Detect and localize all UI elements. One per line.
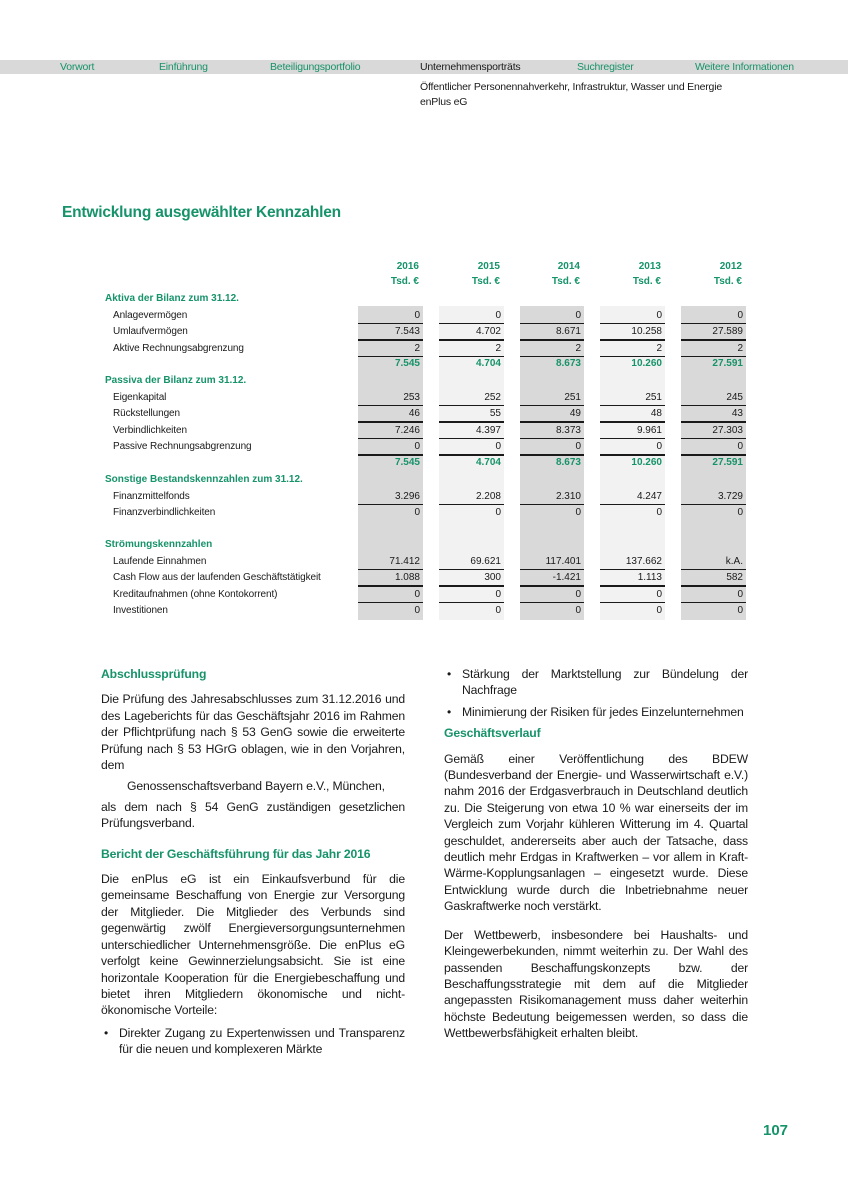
table-cell: -1.421 — [552, 572, 581, 584]
nav-link-suchregister[interactable]: Suchregister — [577, 61, 634, 73]
row-divider — [520, 356, 584, 358]
row-divider — [600, 602, 665, 604]
table-cell: 10.258 — [631, 326, 662, 338]
table-cell: 0 — [656, 507, 662, 519]
row-label: Passive Rechnungsabgrenzung — [113, 441, 252, 453]
total-cell: 10.260 — [631, 457, 662, 468]
column-year-2015: 2015 — [477, 261, 500, 272]
row-label: Finanzmittelfonds — [113, 490, 190, 502]
row-divider — [520, 438, 584, 440]
row-divider — [600, 504, 665, 506]
section-title: Sonstige Bestandskennzahlen zum 31.12. — [105, 474, 303, 485]
list-item: • Minimierung der Risiken für jedes Einzelunternehmen — [444, 704, 748, 720]
table-cell: 2.208 — [475, 490, 501, 502]
row-divider — [681, 569, 746, 571]
row-label: Verbindlichkeiten — [113, 424, 187, 436]
table-cell: 0 — [495, 441, 501, 453]
total-cell: 27.591 — [712, 358, 743, 370]
column-year-2013: 2013 — [638, 261, 661, 272]
row-divider — [358, 504, 423, 506]
table-cell: 0 — [575, 588, 581, 600]
table-cell: 245 — [726, 391, 743, 403]
table-cell: 71.412 — [389, 555, 420, 567]
table-cell: 0 — [414, 605, 420, 617]
column-year-2016: 2016 — [396, 261, 419, 272]
table-cell: 0 — [495, 588, 501, 600]
row-label: Investitionen — [113, 605, 168, 617]
table-cell: 0 — [737, 309, 743, 321]
paragraph-abschluss-verband: Genossenschaftsverband Bayern e.V., München, — [127, 779, 385, 794]
right-text-column — [444, 666, 748, 1051]
row-divider — [358, 421, 423, 423]
heading-abschlusspruefung: Abschlussprüfung — [101, 667, 207, 681]
table-cell: k.A. — [725, 555, 743, 567]
row-divider — [520, 405, 584, 407]
row-divider — [439, 569, 504, 571]
table-cell: 252 — [484, 391, 501, 403]
column-unit-2013: Tsd. € — [632, 276, 661, 287]
table-cell: 117.401 — [545, 555, 581, 567]
nav-link-vorwort[interactable]: Vorwort — [60, 61, 95, 73]
row-divider — [439, 602, 504, 604]
row-divider — [600, 569, 665, 571]
total-cell: 8.673 — [555, 457, 581, 468]
nav-link-einfuehrung[interactable]: Einführung — [159, 61, 208, 73]
table-cell: 0 — [495, 309, 501, 321]
row-label: Laufende Einnahmen — [113, 555, 207, 567]
row-divider — [358, 585, 423, 587]
table-cell: 9.961 — [636, 424, 662, 436]
row-divider — [358, 569, 423, 571]
paragraph-verlauf-2: Der Wettbewerb, insbesondere bei Haushalts- und Kleingewerbekunden, nimmt weiterhin zu. Der Wahl des passenden Beschaffungskonzepts bzw. der Beschaffungsstrategie mit dem auf die Mitglieder angepassten Risikomanagement muss daher weiterhin höchste Bedeutung beigemessen werden, so dass die Wettbewerbsfähigkeit erhalten bleibt. — [444, 927, 748, 1041]
table-cell: 137.662 — [625, 555, 662, 567]
column-unit-2014: Tsd. € — [551, 276, 580, 287]
table-cell: 8.671 — [555, 326, 581, 338]
row-divider — [520, 585, 584, 587]
table-cell: 2 — [575, 342, 581, 354]
row-label: Finanzverbindlichkeiten — [113, 507, 216, 519]
column-year-2012: 2012 — [719, 261, 742, 272]
row-divider — [681, 405, 746, 407]
row-divider — [600, 356, 665, 358]
row-divider — [681, 421, 746, 423]
row-divider — [681, 356, 746, 358]
section-title: Strömungskennzahlen — [105, 539, 213, 550]
vorteile-list-continued — [444, 666, 748, 720]
table-cell: 0 — [656, 605, 662, 617]
table-cell: 3.729 — [717, 490, 743, 502]
row-label: Umlaufvermögen — [113, 326, 188, 338]
column-unit-2012: Tsd. € — [713, 276, 742, 287]
table-cell: 0 — [414, 507, 420, 519]
row-divider — [681, 339, 746, 341]
paragraph-bericht: Die enPlus eG ist ein Einkaufsverbund für die gemeinsame Beschaffung von Energie zur Versorgung der Mitglieder. Die Mitglieder des Verbunds sind gegenwärtig zwölf Energieversorgungsunternehmen unterschiedlicher Unternehmensgröße. Die enPlus eG verfolgt keine Gewinnerzielungsabsicht. Sie ist eine horizontale Kooperation für die Energiebeschaffung und bietet ihren Mitgliedern ökonomische und nicht-ökonomische Vorteile: — [101, 872, 405, 1018]
row-label: Anlagevermögen — [113, 309, 188, 321]
table-cell: 27.589 — [712, 326, 743, 338]
table-cell: 2 — [656, 342, 662, 354]
table-cell: 0 — [414, 441, 420, 453]
section-title: Passiva der Bilanz zum 31.12. — [105, 375, 247, 386]
row-divider — [600, 585, 665, 587]
table-cell: 0 — [575, 309, 581, 321]
nav-link-beteiligungsportfolio[interactable]: Beteiligungsportfolio — [270, 61, 361, 73]
row-divider — [439, 323, 504, 325]
row-divider — [681, 438, 746, 440]
column-year-2014: 2014 — [557, 261, 580, 272]
table-cell: 55 — [489, 408, 501, 420]
row-label: Cash Flow aus der laufenden Geschäftstätigkeit — [113, 572, 321, 584]
table-cell: 27.303 — [712, 424, 743, 436]
row-divider — [600, 323, 665, 325]
row-divider — [439, 421, 504, 423]
row-divider — [358, 438, 423, 440]
table-cell: 0 — [414, 588, 420, 600]
table-cell: 0 — [656, 588, 662, 600]
row-divider — [681, 504, 746, 506]
row-divider — [439, 585, 504, 587]
table-cell: 0 — [737, 588, 743, 600]
column-unit-2015: Tsd. € — [471, 276, 500, 287]
left-text-column — [101, 666, 405, 1064]
heading-geschaeftsverlauf: Geschäftsverlauf — [444, 726, 541, 741]
section-title: Aktiva der Bilanz zum 31.12. — [105, 293, 239, 304]
column-unit-2016: Tsd. € — [390, 276, 419, 287]
table-cell: 0 — [656, 309, 662, 321]
paragraph-abschluss-1: Die Prüfung des Jahresabschlusses zum 31.12.2016 und des Lageberichts für das Geschäftsjahr 2016 im Rahmen der Pflichtprüfung nach § 53 GenG sowie die erweiterte Prüfung nach § 53 HGrG oblagen, wie in den Vorjahren, dem — [101, 692, 405, 773]
nav-link-weitere-informationen[interactable]: Weitere Informationen — [695, 61, 794, 73]
row-divider — [439, 356, 504, 358]
total-cell: 8.673 — [555, 358, 581, 370]
table-cell: 1.088 — [394, 572, 420, 584]
table-cell: 251 — [645, 391, 662, 403]
row-divider — [439, 339, 504, 341]
paragraph-abschluss-2: als dem nach § 54 GenG zuständigen gesetzlichen Prüfungsverband. — [101, 799, 405, 831]
row-label: Rückstellungen — [113, 408, 180, 420]
table-cell: 2 — [495, 342, 501, 354]
table-cell: 300 — [484, 572, 501, 584]
row-divider — [681, 585, 746, 587]
table-cell: 4.247 — [636, 490, 662, 502]
row-divider — [681, 602, 746, 604]
page-title: Entwicklung ausgewählter Kennzahlen — [62, 204, 341, 221]
table-cell: 0 — [737, 441, 743, 453]
table-cell: 46 — [408, 408, 420, 420]
row-label: Kreditaufnahmen (ohne Kontokorrent) — [113, 588, 278, 600]
row-divider — [600, 339, 665, 341]
breadcrumb-company: enPlus eG — [420, 96, 468, 108]
row-divider — [358, 602, 423, 604]
total-cell: 7.545 — [394, 457, 420, 468]
row-divider — [439, 438, 504, 440]
paragraph-verlauf-1: Gemäß einer Veröffentlichung des BDEW (Bundesverband der Energie- und Wasserwirtschaft e.V.) nahm 2016 der Erdgasverbrauch in Deutschland deutlich zu. Die Steigerung von etwa 10 % war einerseits der im Vergleich zum Vorjahr kühleren Witterung im 4. Quartal geschuldet, andererseits aber auch der Tatsache, dass deutlich mehr Erdgas in Kraftwerken – vor allem in Kraft-Wärme-Kopplungsanlagen – eingesetzt wurde. Diese Entwicklung wurde durch die Inbetriebnahme neuer Gaskraftwerke noch verstärkt. — [444, 751, 748, 914]
row-divider — [358, 405, 423, 407]
total-cell: 4.704 — [475, 358, 501, 370]
table-cell: 0 — [575, 507, 581, 519]
total-cell: 10.260 — [631, 358, 662, 370]
page-number: 107 — [763, 1122, 789, 1139]
row-divider — [520, 602, 584, 604]
vorteile-list — [101, 1025, 405, 1058]
table-cell: 0 — [495, 507, 501, 519]
table-cell: 3.296 — [394, 490, 420, 502]
row-divider — [520, 504, 584, 506]
row-divider — [520, 421, 584, 423]
table-cell: 2 — [737, 342, 743, 354]
row-divider — [358, 454, 423, 456]
table-cell: 7.246 — [394, 424, 420, 436]
row-divider — [439, 405, 504, 407]
table-cell: 253 — [403, 391, 420, 403]
table-cell: 0 — [575, 605, 581, 617]
row-divider — [358, 323, 423, 325]
row-divider — [439, 504, 504, 506]
row-divider — [681, 454, 746, 456]
table-cell: 0 — [575, 441, 581, 453]
table-cell: 0 — [414, 309, 420, 321]
table-cell: 7.543 — [394, 326, 420, 338]
table-cell: 43 — [731, 408, 743, 420]
nav-link-unternehmensportraets[interactable]: Unternehmensporträts — [420, 61, 521, 73]
row-label: Eigenkapital — [113, 391, 167, 403]
table-cell: 582 — [726, 572, 743, 584]
row-divider — [439, 454, 504, 456]
table-cell: 1.113 — [637, 572, 662, 584]
list-item: • Stärkung der Marktstellung zur Bündelung der Nachfrage — [444, 666, 748, 699]
heading-bericht-geschaeftsfuehrung: Bericht der Geschäftsführung für das Jahr 2016 — [101, 846, 371, 861]
row-label: Aktive Rechnungsabgrenzung — [113, 342, 244, 354]
total-cell: 4.704 — [475, 457, 501, 468]
table-cell: 0 — [737, 507, 743, 519]
table-cell: 0 — [656, 441, 662, 453]
table-cell: 251 — [564, 391, 581, 403]
row-divider — [358, 356, 423, 358]
row-divider — [600, 438, 665, 440]
row-divider — [600, 454, 665, 456]
table-cell: 49 — [569, 408, 581, 420]
row-divider — [520, 569, 584, 571]
table-cell: 69.621 — [470, 555, 501, 567]
row-divider — [358, 339, 423, 341]
table-cell: 4.702 — [475, 326, 501, 338]
table-cell: 0 — [737, 605, 743, 617]
breadcrumb-category: Öffentlicher Personennahverkehr, Infrastruktur, Wasser und Energie — [420, 81, 722, 93]
row-divider — [520, 339, 584, 341]
table-cell: 4.397 — [475, 424, 501, 436]
row-divider — [520, 454, 584, 456]
table-cell: 0 — [495, 605, 501, 617]
row-divider — [600, 421, 665, 423]
table-cell: 8.373 — [555, 424, 581, 436]
table-cell: 2 — [414, 342, 420, 354]
table-cell: 48 — [650, 408, 662, 420]
row-divider — [600, 405, 665, 407]
table-cell: 2.310 — [555, 490, 581, 502]
list-item: • Direkter Zugang zu Expertenwissen und Transparenz für die neuen und komplexeren Märkte — [101, 1025, 405, 1058]
total-cell: 7.545 — [394, 358, 420, 370]
total-cell: 27.591 — [712, 457, 743, 468]
row-divider — [520, 323, 584, 325]
row-divider — [681, 323, 746, 325]
